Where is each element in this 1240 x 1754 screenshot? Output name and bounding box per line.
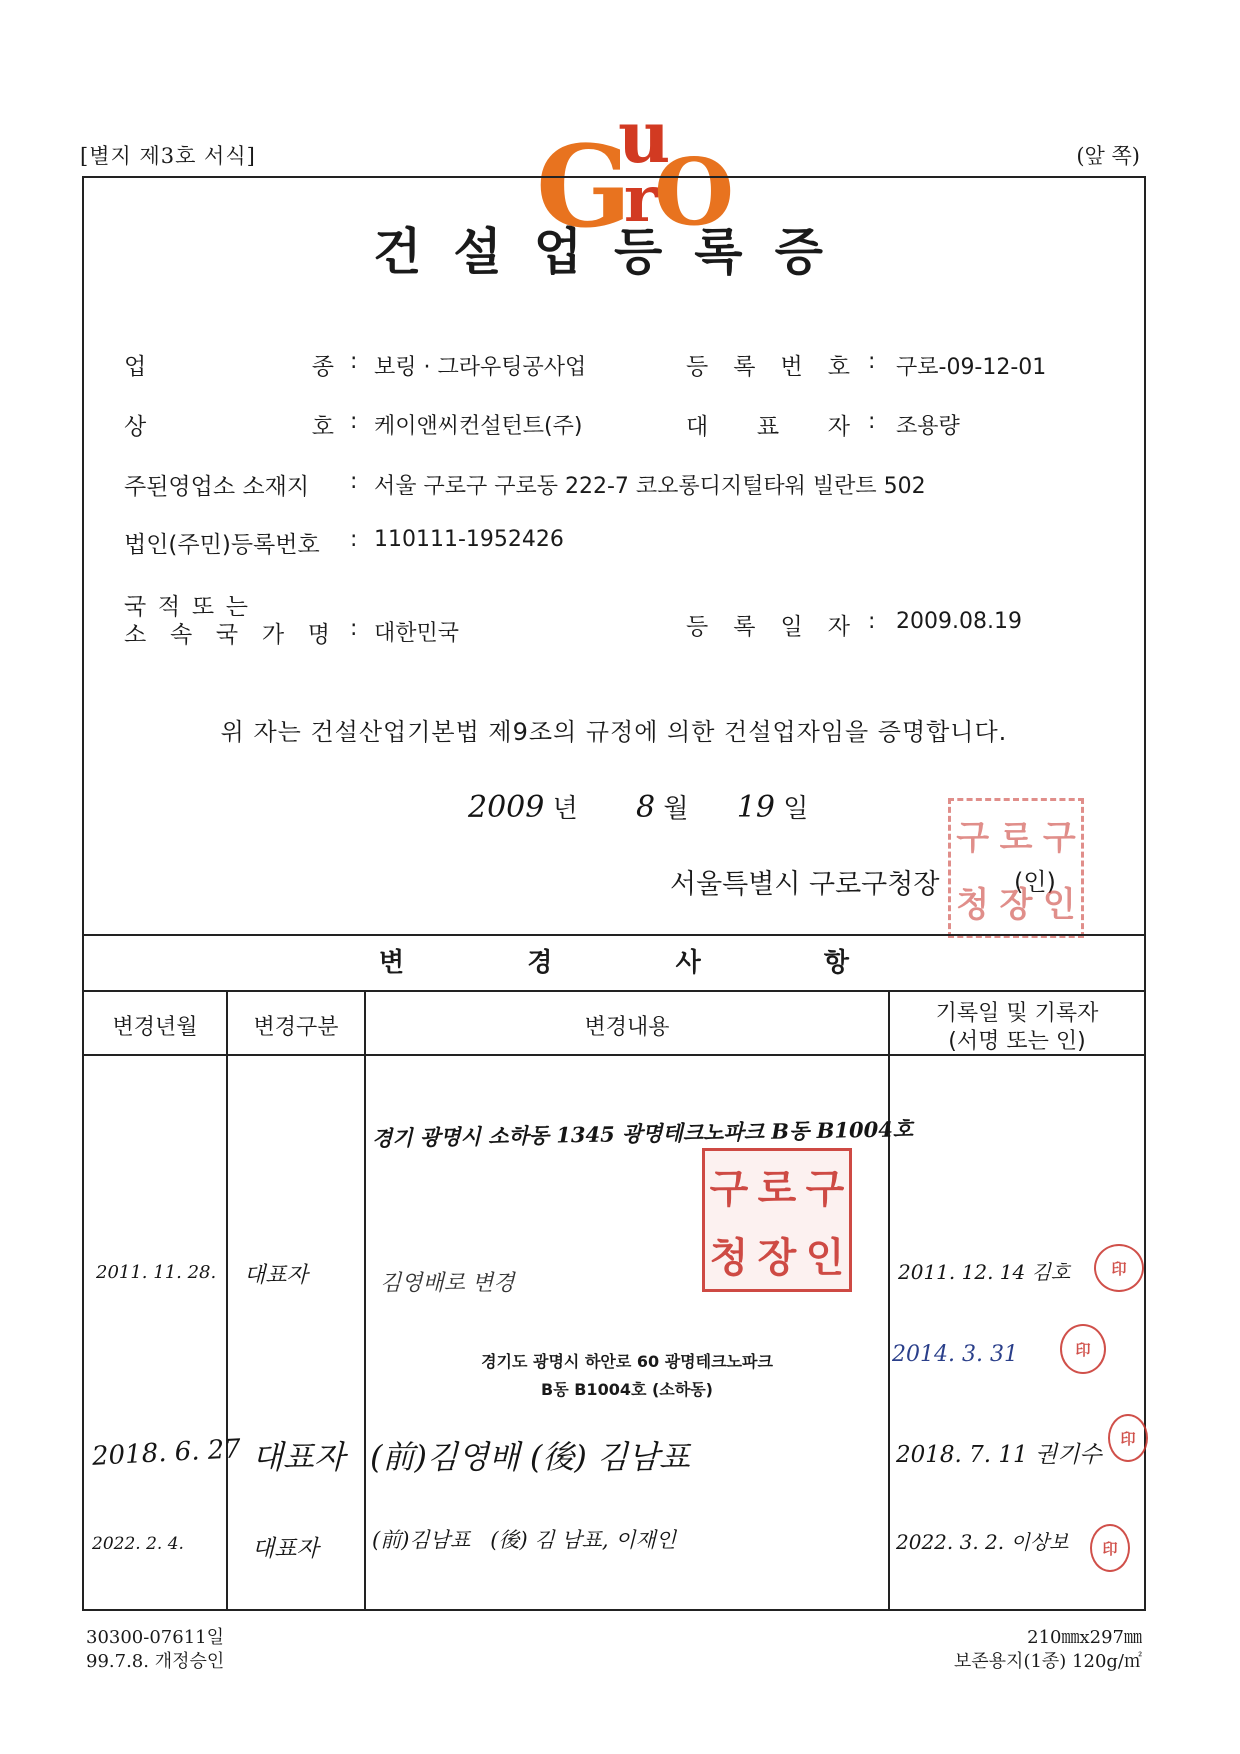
company-name-label: 상 호 <box>124 414 334 440</box>
recorder-stamp: 印 <box>1108 1414 1148 1462</box>
change-row-5-date: 2022. 2. 4. <box>92 1534 184 1554</box>
issue-year: 2009 <box>468 790 545 825</box>
header-change-date: 변경년월 <box>112 1015 198 1040</box>
footer-right <box>954 1626 1142 1674</box>
colon: : <box>868 349 876 374</box>
header-change-type: 변경구분 <box>253 1015 339 1040</box>
corp-reg-no-label: 법인(주민)등록번호 <box>124 532 320 558</box>
colon: : <box>350 527 358 552</box>
change-row-3-content-line1: 경기도 광명시 하안로 60 광명테크노파크 <box>481 1352 773 1371</box>
paper-type: 보존용지(1종) 120g/㎡ <box>953 1651 1142 1672</box>
form-number: 30300-07611일 <box>86 1627 224 1648</box>
seal-char: 장 <box>757 1234 797 1281</box>
colon: : <box>350 349 358 374</box>
header-recorder-line1: 기록일 및 기록자 <box>935 1001 1099 1026</box>
change-row-2-date: 2011. 11. 28. <box>96 1262 217 1283</box>
issue-year-unit: 년 <box>552 794 578 824</box>
registration-no-label: 등 록 번 호 <box>686 354 850 380</box>
colon: : <box>868 609 876 634</box>
colon: : <box>350 616 358 641</box>
issue-date <box>468 788 808 825</box>
seal-char: 구 <box>805 1165 845 1212</box>
registration-date-value: 2009.08.19 <box>896 609 1022 634</box>
seal-char: 인 <box>805 1234 845 1281</box>
business-type-value: 보링 · 그라우팅공사업 <box>374 355 587 380</box>
colon: : <box>350 409 358 434</box>
nationality-label-line2: 소 속 국 가 명 <box>124 622 330 648</box>
seal-char: 청 <box>956 885 990 925</box>
change-seal <box>702 1148 852 1292</box>
change-row-4-content: (前)김영배 (後) 김남표 <box>370 1438 690 1476</box>
registration-no-value: 구로-09-12-01 <box>896 355 1047 380</box>
logo-letter-r: r <box>624 162 658 237</box>
issuer-name: 서울특별시 구로구청장 <box>670 869 940 900</box>
logo-letter-o: O <box>654 138 735 246</box>
colon: : <box>868 409 876 434</box>
office-address-label: 주된영업소 소재지 <box>124 474 310 500</box>
corp-reg-no-value: 110111-1952426 <box>374 527 564 552</box>
change-row-5-recorded: 2022. 3. 2. 이상보 <box>896 1530 1069 1554</box>
seal-char: 구 <box>956 818 990 858</box>
seal-char: 구 <box>709 1165 749 1212</box>
logo-letter-g: G <box>536 122 632 253</box>
office-address-value: 서울 구로구 구로동 222-7 코오롱디지털타워 빌란트 502 <box>374 474 926 499</box>
seal-char: 청 <box>709 1234 749 1281</box>
recorder-stamp: 印 <box>1060 1324 1106 1374</box>
header-recorder-line2: (서명 또는 인) <box>948 1029 1086 1054</box>
nationality-label-line1: 국 적 또 는 <box>124 594 248 620</box>
footer-left <box>86 1626 224 1674</box>
seal-mark: (인) <box>1014 868 1056 896</box>
business-type-label: 업 종 <box>124 354 334 380</box>
column-divider <box>888 990 890 1611</box>
divider <box>82 934 1146 936</box>
changes-title-char: 변 <box>379 948 405 978</box>
issue-day-unit: 일 <box>783 794 809 824</box>
issue-month: 8 <box>636 790 656 825</box>
change-row-3-content-line2: B동 B1004호 (소하동) <box>541 1380 713 1399</box>
change-row-4-type: 대표자 <box>252 1438 345 1476</box>
change-row-2-content: 김영배로 변경 <box>380 1271 515 1296</box>
column-divider <box>364 990 366 1611</box>
official-seal <box>948 798 1084 938</box>
change-row-3-content <box>366 1348 888 1404</box>
logo-letter-u: u <box>618 94 671 179</box>
nationality-value: 대한민국 <box>374 621 460 646</box>
change-row-2-type: 대표자 <box>244 1263 308 1288</box>
seal-char: 구 <box>1042 818 1076 858</box>
seal-char: 인 <box>1042 885 1076 925</box>
issue-month-unit: 월 <box>663 794 689 824</box>
change-row-2-recorded: 2011. 12. 14 김호 <box>898 1260 1071 1284</box>
registration-date-label: 등 록 일 자 <box>686 614 850 640</box>
divider <box>82 990 1146 992</box>
change-row-5-content: (前)김남표 (後) 김 남표, 이재인 <box>372 1528 677 1552</box>
company-name-value: 케이앤씨컨설턴트(주) <box>374 414 583 439</box>
seal-char: 로 <box>757 1165 797 1212</box>
certificate-title: 건설업등록증 <box>373 222 855 281</box>
certification-statement: 위 자는 건설산업기본법 제9조의 규정에 의한 건설업자임을 증명합니다. <box>220 718 1008 746</box>
issue-day: 19 <box>736 790 775 825</box>
changes-title-char: 항 <box>823 948 849 978</box>
seal-char: 장 <box>999 885 1033 925</box>
changes-title-char: 사 <box>675 948 701 978</box>
change-row-4-recorded: 2018. 7. 11 권기수 <box>896 1442 1102 1468</box>
changes-section-title <box>82 942 1146 979</box>
column-divider <box>226 990 228 1611</box>
paper-size: 210㎜x297㎜ <box>1027 1627 1142 1648</box>
representative-label: 대 표 자 <box>686 414 850 440</box>
header-change-content: 변경내용 <box>584 1015 670 1040</box>
change-row-5-type: 대표자 <box>252 1536 319 1562</box>
change-row-1-content: 경기 광명시 소하동 1345 광명테크노파크 B동 B1004호 <box>371 1116 914 1151</box>
approval-date: 99.7.8. 개정승인 <box>86 1651 225 1672</box>
changes-title-char: 경 <box>527 948 553 978</box>
representative-value: 조용량 <box>896 414 960 439</box>
change-row-4-date: 2018. 6. 27 <box>91 1434 242 1472</box>
seal-char: 로 <box>999 818 1033 858</box>
recorder-stamp: 印 <box>1090 1524 1130 1572</box>
page-side-label: (앞 쪽) <box>1076 144 1140 168</box>
form-label: [별지 제3호 서식] <box>80 144 256 168</box>
change-row-3-recorded: 2014. 3. 31 <box>892 1342 1018 1367</box>
recorder-stamp: 印 <box>1094 1244 1144 1292</box>
colon: : <box>350 469 358 494</box>
